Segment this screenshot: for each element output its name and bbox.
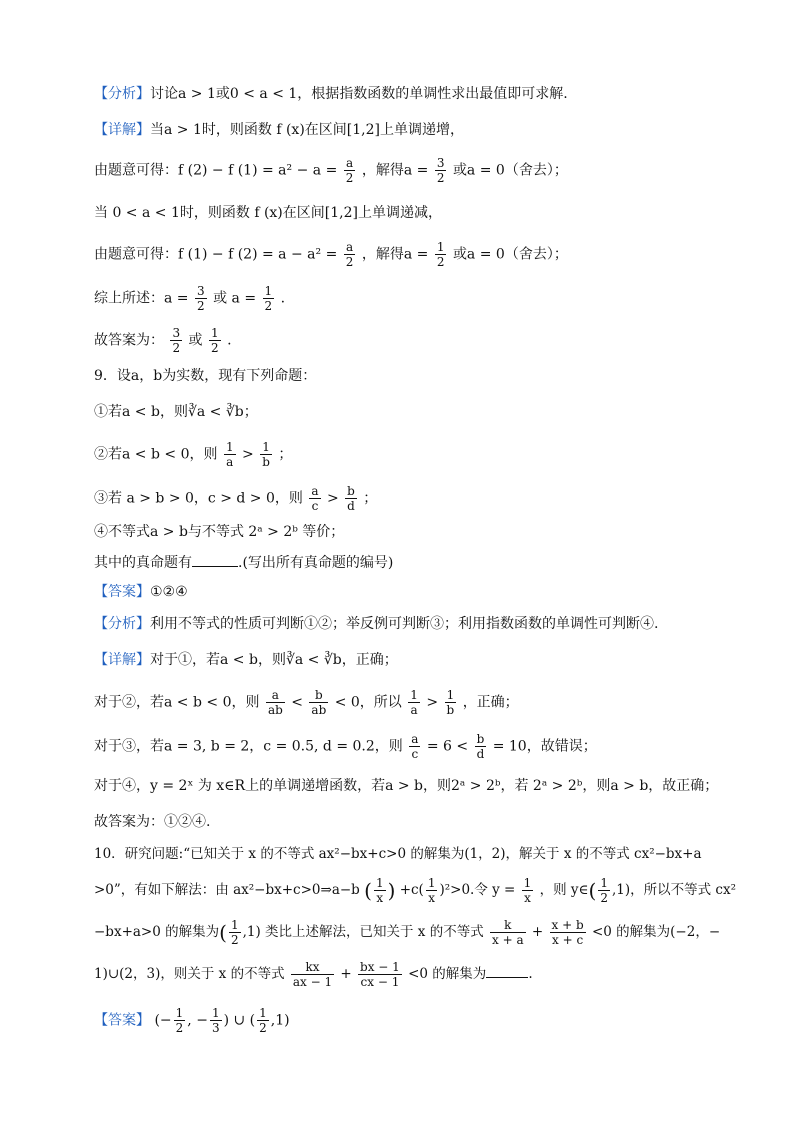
text: (−: [154, 1012, 172, 1029]
fraction: [210, 1006, 222, 1035]
analysis-text: 讨论a > 1或0 < a < 1，根据指数函数的单调性求出最值即可求解.: [150, 86, 568, 102]
summary-line: [94, 284, 285, 313]
text: >0”，有如下解法：由 ax²−bx+c>0⇒a−b: [94, 882, 360, 898]
fraction: [266, 688, 285, 717]
text: ②若a < b < 0，则: [94, 446, 218, 463]
fraction: [358, 960, 402, 989]
numerator: x + b: [551, 918, 584, 932]
fraction: [522, 876, 534, 905]
text: 或a = 0（舍去）；: [452, 162, 568, 179]
numerator: 1: [259, 1006, 267, 1020]
text: ④不等式a > b与不等式 2ᵃ > 2ᵇ 等价；: [94, 524, 345, 540]
denominator: x + c: [552, 933, 584, 947]
text: ③若 a > b > 0，c > d > 0，则: [94, 490, 303, 507]
numerator: 1: [600, 876, 608, 890]
numerator: 3: [196, 284, 205, 298]
answer-blank: [486, 963, 528, 978]
question-9: [94, 366, 316, 386]
text: 对于③，若a = 3, b = 2，c = 0.5, d = 0.2，则: [94, 738, 403, 755]
text: ，正确；: [462, 694, 519, 711]
fraction: [263, 284, 275, 313]
denominator: d: [476, 747, 485, 761]
denominator: 2: [345, 171, 354, 185]
question-10-line-1: [94, 844, 702, 864]
text: )²>0.令 y =: [439, 882, 516, 898]
text: 由题意可得：f (2) − f (1) = a² − a =: [94, 162, 338, 179]
answer-blank: [192, 552, 238, 567]
fraction: [257, 1006, 269, 1035]
proposition-3: [94, 484, 377, 513]
text: <: [291, 694, 303, 711]
text: >: [242, 446, 254, 463]
fraction: [598, 876, 610, 905]
denominator: 2: [600, 891, 608, 905]
fraction: [426, 876, 438, 905]
fraction: [374, 876, 386, 905]
text: 或 a =: [213, 290, 257, 307]
fraction: [229, 918, 241, 947]
numerator: a: [344, 156, 356, 171]
denominator: cx − 1: [360, 975, 400, 989]
text: 或: [188, 332, 203, 349]
answer-9-line: [94, 582, 188, 602]
final-answer-9: [94, 812, 210, 832]
fraction: [170, 326, 182, 355]
numerator: 1: [523, 876, 532, 890]
text: <0 的解集为: [408, 966, 487, 982]
denominator: 2: [264, 299, 273, 313]
text: ，解得a =: [361, 246, 429, 263]
analysis-tag: 【分析】: [94, 616, 150, 632]
denominator: ab: [267, 703, 283, 717]
numerator: a: [411, 732, 419, 746]
denominator: b: [446, 703, 455, 717]
text: = 6 <: [426, 738, 469, 755]
denominator: x: [376, 891, 384, 905]
denominator: a: [410, 703, 418, 717]
numerator: b: [476, 732, 485, 746]
answer-line-8: [94, 326, 232, 355]
text: ；: [278, 446, 293, 463]
numerator: 1: [445, 688, 457, 703]
numerator: 3: [172, 326, 181, 340]
text: 其中的真命题有: [94, 555, 192, 571]
analysis-tag: 【分析】: [94, 86, 150, 102]
denominator: 2: [175, 1021, 184, 1035]
numerator: 1: [211, 1006, 220, 1020]
text: ,1)，所以不等式 cx²: [611, 882, 737, 898]
text: 故答案为：①②④.: [94, 814, 211, 830]
numerator: 1: [427, 876, 436, 890]
detail-line-2: [94, 156, 568, 185]
denominator: 2: [436, 255, 445, 269]
text: ): [387, 878, 396, 903]
text: >: [426, 694, 439, 711]
fraction: [408, 688, 420, 717]
text: ①若a < b，则∛a < ∛b；: [94, 404, 258, 420]
text: +: [531, 924, 544, 940]
detail-tag: 【详解】: [94, 652, 150, 668]
analysis-9-line: [94, 614, 658, 634]
fraction: [344, 240, 356, 269]
fraction: [174, 1006, 186, 1035]
denominator: a: [226, 455, 234, 469]
numerator: 1: [375, 876, 384, 890]
text: >: [326, 490, 339, 507]
text: , −: [187, 1012, 208, 1029]
analysis-text: 利用不等式的性质可判断①②；举反例可判断③；利用指数函数的单调性可判断④.: [150, 616, 659, 632]
text: ，则 y∈: [539, 882, 589, 898]
text: ) ∪ (: [223, 1012, 256, 1029]
numerator: 1: [230, 918, 239, 932]
fraction: [475, 732, 487, 761]
answer-tag: 【答案】: [94, 584, 150, 600]
detail-line-1: [94, 120, 464, 140]
denominator: 2: [436, 171, 445, 185]
text: <0 的解集为(−2，−: [591, 924, 721, 940]
detail-tag: 【详解】: [94, 122, 150, 138]
denominator: c: [311, 499, 319, 513]
denominator: c: [411, 747, 419, 761]
text: +c(: [399, 882, 424, 898]
fraction: [291, 960, 334, 989]
fraction: [260, 440, 272, 469]
question-9-ask: [94, 552, 393, 573]
denominator: x + a: [492, 933, 524, 947]
proposition-1: [94, 402, 258, 422]
question-10-line-4: [94, 960, 533, 989]
numerator: a: [311, 484, 319, 498]
denominator: b: [262, 455, 270, 469]
denominator: d: [347, 499, 355, 513]
fraction: [345, 484, 357, 513]
answer-10-line: [94, 1006, 290, 1035]
numerator: 3: [436, 156, 445, 170]
fraction: [344, 156, 356, 185]
fraction: [445, 688, 457, 717]
question-10-line-3: [94, 918, 720, 947]
text: ,1) 类比上述解法，已知关于 x 的不等式: [242, 924, 484, 940]
numerator: a: [266, 688, 285, 703]
text: 或a = 0（舍去）；: [452, 246, 568, 263]
fraction: [490, 918, 526, 947]
text: 故答案为：: [94, 332, 164, 349]
text: 由题意可得：f (1) − f (2) = a − a² =: [94, 246, 338, 263]
text: 综上所述：a =: [94, 290, 189, 307]
denominator: x: [524, 891, 531, 905]
proposition-4: [94, 522, 344, 542]
numerator: b: [347, 484, 355, 498]
detail-9-line-4: [94, 776, 718, 796]
fraction: [209, 326, 221, 355]
numerator: 1: [211, 326, 219, 340]
text: ，解得a =: [361, 162, 429, 179]
detail-text-1: 当a > 1时，则函数 f (x)在区间[1,2]上单调递增，: [150, 122, 464, 138]
detail-9-line-3: [94, 732, 597, 761]
text: 当 0 < a < 1时，则函数 f (x)在区间[1,2]上单调递减，: [94, 205, 442, 221]
text: (: [219, 920, 227, 945]
text: 10．研究问题:“已知关于 x 的不等式 ax²−bx+c>0 的解集为(1，2)，解关于 x 的不等式 cx²−bx+a: [94, 846, 702, 862]
answer-tag: 【答案】: [94, 1012, 150, 1029]
numerator: 1: [175, 1006, 184, 1020]
denominator: 2: [259, 1021, 267, 1035]
text: (: [588, 878, 597, 903]
text: .: [227, 332, 232, 349]
fraction: [409, 732, 420, 761]
fraction: [309, 688, 328, 717]
text: (: [364, 878, 372, 903]
text: +: [340, 966, 352, 982]
denominator: 2: [345, 255, 354, 269]
text: 对于①，若a < b，则∛a < ∛b，正确；: [150, 652, 398, 668]
text: ,1): [270, 1012, 290, 1029]
numerator: 1: [264, 284, 273, 298]
detail-line-4: [94, 240, 568, 269]
numerator: 1: [436, 240, 445, 254]
text: 对于④，y = 2ˣ 为 x∈R上的单调递增函数，若a > b，则2ᵃ > 2ᵇ，若 2ᵃ > 2ᵇ，则a > b，故正确；: [94, 778, 719, 794]
answer-text: ①②④: [150, 584, 188, 600]
text: .: [280, 290, 286, 307]
proposition-2: [94, 440, 292, 469]
numerator: 1: [410, 688, 418, 702]
numerator: k: [490, 918, 526, 933]
fraction: [435, 240, 447, 269]
detail-9-line-2: [94, 688, 519, 717]
denominator: 2: [196, 299, 205, 313]
fraction: [195, 284, 207, 313]
text: −bx+a>0 的解集为: [94, 924, 220, 940]
denominator: 2: [172, 341, 181, 355]
fraction: [224, 440, 236, 469]
text: .(写出所有真命题的编号): [238, 555, 394, 571]
numerator: kx: [291, 960, 334, 975]
fraction: [550, 918, 586, 947]
numerator: bx − 1: [360, 960, 400, 974]
text: 1)∪(2，3)，则关于 x 的不等式: [94, 966, 285, 982]
text: 9．设a，b为实数，现有下列命题：: [94, 368, 317, 384]
denominator: 2: [230, 933, 239, 947]
denominator: 3: [211, 1021, 220, 1035]
denominator: ab: [311, 703, 327, 717]
text: .: [528, 966, 533, 982]
text: = 10，故错误；: [492, 738, 597, 755]
text: < 0，所以: [334, 694, 402, 711]
detail-9-line-1: [94, 650, 398, 670]
numerator: b: [309, 688, 328, 703]
denominator: ax − 1: [292, 975, 333, 989]
detail-line-3: [94, 203, 442, 223]
text: ；: [363, 490, 378, 507]
numerator: a: [344, 240, 356, 255]
question-10-line-2: [94, 876, 736, 905]
denominator: x: [428, 891, 436, 905]
fraction: [309, 484, 320, 513]
numerator: 1: [260, 440, 272, 455]
denominator: 2: [211, 341, 219, 355]
analysis-line: [94, 84, 568, 104]
text: 对于②，若a < b < 0，则: [94, 694, 260, 711]
fraction: [435, 156, 447, 185]
numerator: 1: [225, 440, 234, 454]
